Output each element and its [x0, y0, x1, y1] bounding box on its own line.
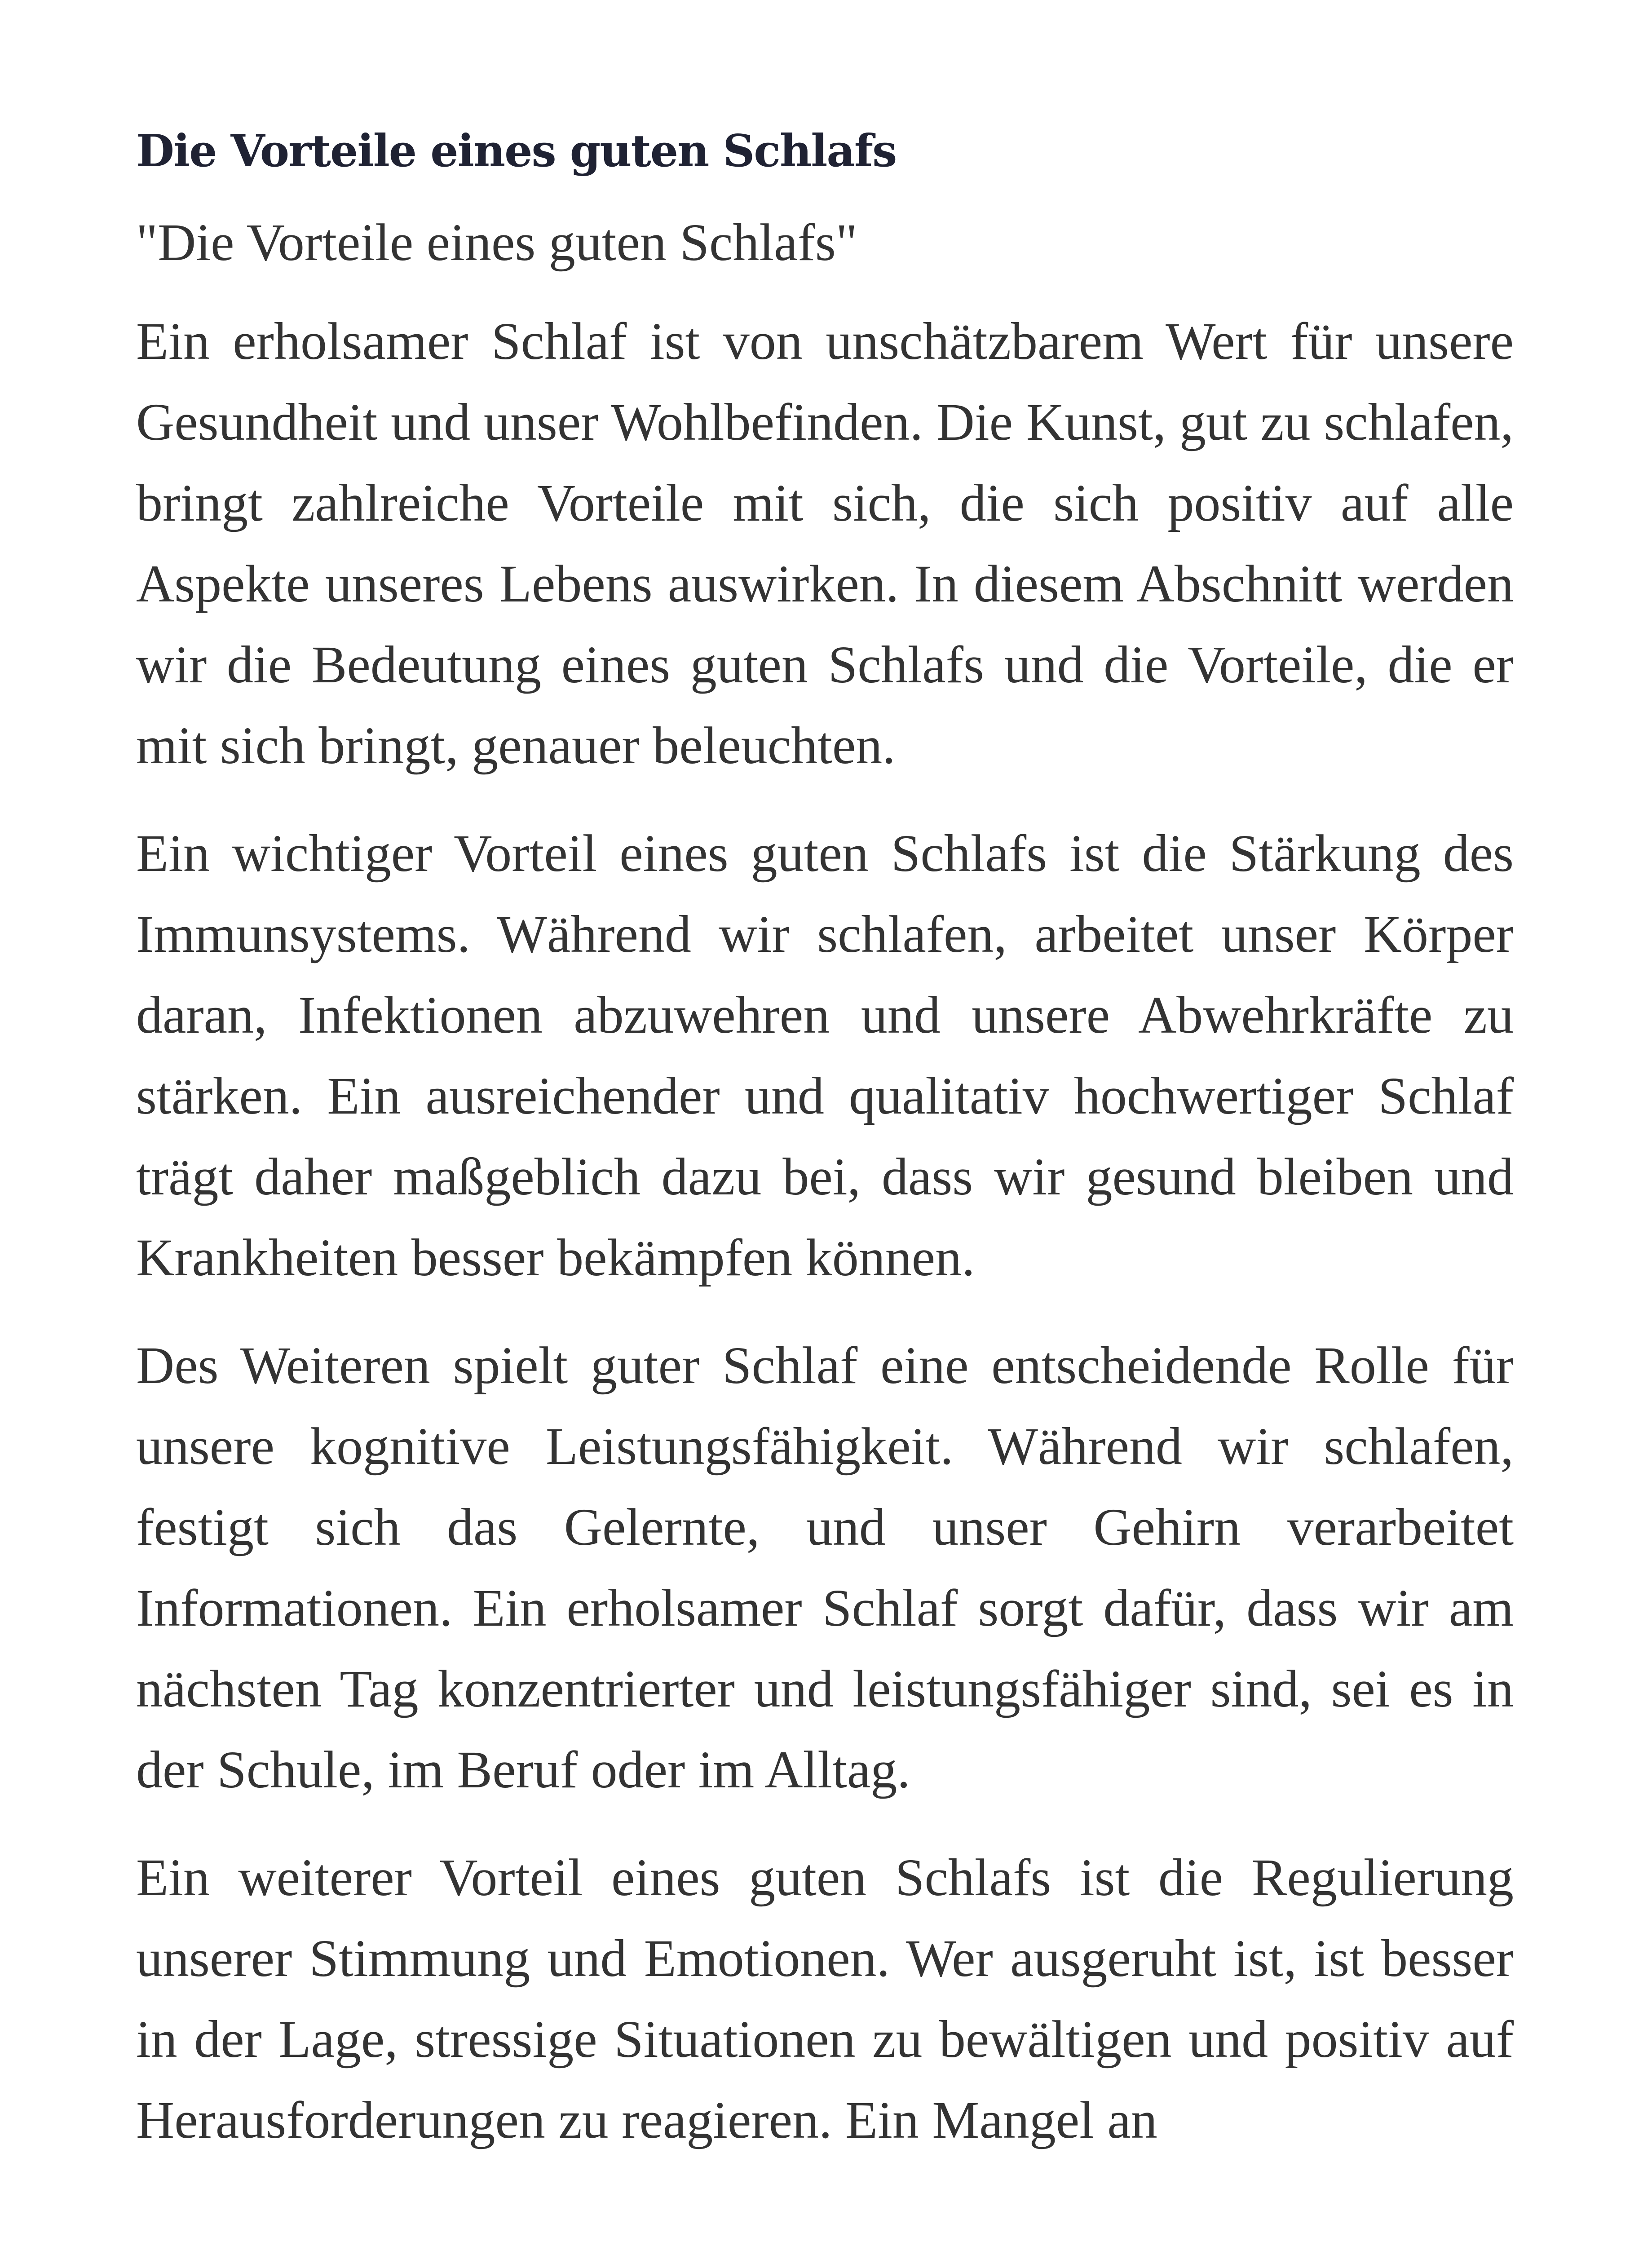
paragraph-1: Ein erholsamer Schlaf ist von unschätzbarem Wert für unsere Gesundheit und unser Wohlbefinden. Die Kunst, gut zu schlafen, bringt zahlreiche Vorteile mit sich, die sich positiv auf alle Aspekte unseres Lebens auswirken. In diesem Abschnitt werden wir die Bedeutung eines guten Schlafs und die Vorteile, die er mit sich bringt, genauer beleuchten. [136, 312, 1514, 775]
section-subtitle: "Die Vorteile eines guten Schlafs" [136, 213, 857, 272]
paragraph-2: Ein wichtiger Vorteil eines guten Schlafs ist die Stärkung des Immunsystems. Während wir schlafen, arbeitet unser Körper daran, Infektionen abzuwehren und unsere Abwehrkräfte zu stärken. Ein ausreichender und qualitativ hochwertiger Schlaf trägt daher maßgeblich dazu bei, dass wir gesund bleiben und Krankheiten besser bekämpfen können. [136, 824, 1514, 1287]
paragraph-4: Ein weiterer Vorteil eines guten Schlafs ist die Regulierung unserer Stimmung und Emotionen. Wer ausgeruht ist, ist besser in der Lage, stressige Situationen zu bewältigen und positiv auf Herausforderungen zu reagieren. Ein Mangel an [136, 1848, 1514, 2149]
paragraph-3: Des Weiteren spielt guter Schlaf eine entscheidende Rolle für unsere kognitive Leistungsfähigkeit. Während wir schlafen, festigt sich das Gelernte, und unser Gehirn verarbeitet Informationen. Ein erholsamer Schlaf sorgt dafür, dass wir am nächsten Tag konzentrierter und leistungsfähiger sind, sei es in der Schule, im Beruf oder im Alltag. [136, 1336, 1514, 1799]
section-heading: Die Vorteile eines guten Schlafs [136, 125, 897, 177]
page-content [136, 122, 1514, 2188]
